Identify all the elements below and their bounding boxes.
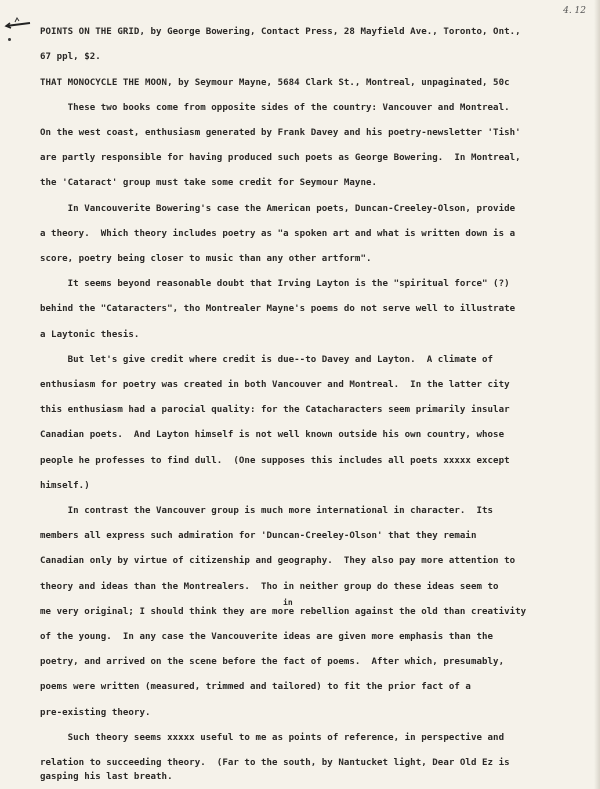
text-line: are partly responsible for having produced such poets as George Bowering. In Montreal, — [40, 153, 521, 163]
text-line: gasping his last breath. — [40, 772, 173, 782]
text-line: people he professes to find dull. (One supposes this includes all poets xxxxx except — [40, 456, 510, 466]
text-line: this enthusiasm had a parocial quality: for the Catacharacters seem primarily insular — [40, 405, 510, 415]
text-line: a Laytonic thesis. — [40, 330, 140, 340]
pencil-tick-mark — [14, 8, 20, 14]
text-line: It seems beyond reasonable doubt that Irving Layton is the "spiritual force" (?) — [40, 279, 510, 289]
text-line: poetry, and arrived on the scene before the fact of poems. After which, presumably, — [40, 657, 505, 667]
text-line: On the west coast, enthusiasm generated by Frank Davey and his poetry-newsletter 'Tish' — [40, 128, 521, 138]
text-line: himself.) — [40, 481, 90, 491]
interlinear-insertion: in — [283, 598, 293, 607]
text-line: pre-existing theory. — [40, 708, 151, 718]
text-line: me very original; I should think they are more rebellion against the old than creativity — [40, 607, 527, 617]
text-line: members all express such admiration for 'Duncan-Creeley-Olson' that they remain — [40, 531, 477, 541]
text-line: In Vancouverite Bowering's case the American poets, Duncan-Creeley-Olson, provide — [40, 204, 516, 214]
text-line: relation to succeeding theory. (Far to the south, by Nantucket light, Dear Old Ez is — [40, 758, 510, 768]
text-line: Canadian only by virtue of citizenship and geography. They also pay more attention to — [40, 556, 516, 566]
text-line: Such theory seems xxxxx useful to me as points of reference, in perspective and — [40, 733, 505, 743]
margin-dot — [8, 38, 11, 41]
text-line: POINTS ON THE GRID, by George Bowering, Contact Press, 28 Mayfield Ave., Toronto, Ont., — [40, 27, 521, 37]
text-line: Canadian poets. And Layton himself is not well known outside his own country, whose — [40, 430, 505, 440]
text-line: score, poetry being closer to music than any other artform". — [40, 254, 372, 264]
text-line: theory and ideas than the Montrealers. Tho in neither group do these ideas seem to — [40, 582, 499, 592]
text-line: But let's give credit where credit is due--to Davey and Layton. A climate of — [40, 355, 494, 365]
text-line: the 'Cataract' group must take some credit for Seymour Mayne. — [40, 178, 378, 188]
text-line: of the young. In any case the Vancouverite ideas are given more emphasis than the — [40, 632, 494, 642]
margin-arrow-mark — [4, 20, 34, 30]
page-edge-shadow — [594, 0, 600, 789]
text-line: a theory. Which theory includes poetry as "a spoken art and what is written down is a — [40, 229, 516, 239]
text-line: poems were written (measured, trimmed and tailored) to fit the prior fact of a — [40, 682, 471, 692]
text-line: These two books come from opposite sides of the country: Vancouver and Montreal. — [40, 103, 510, 113]
text-line: In contrast the Vancouver group is much more international in character. Its — [40, 506, 494, 516]
folio-number: 4. 12 — [563, 6, 586, 16]
text-line: behind the "Cataracters", tho Montrealer Mayne's poems do not serve well to illustrate — [40, 304, 516, 314]
text-line: THAT MONOCYCLE THE MOON, by Seymour Mayne, 5684 Clark St., Montreal, unpaginated, 50c — [40, 78, 510, 88]
text-line: enthusiasm for poetry was created in both Vancouver and Montreal. In the latter city — [40, 380, 510, 390]
text-line: 67 ppl, $2. — [40, 52, 101, 62]
